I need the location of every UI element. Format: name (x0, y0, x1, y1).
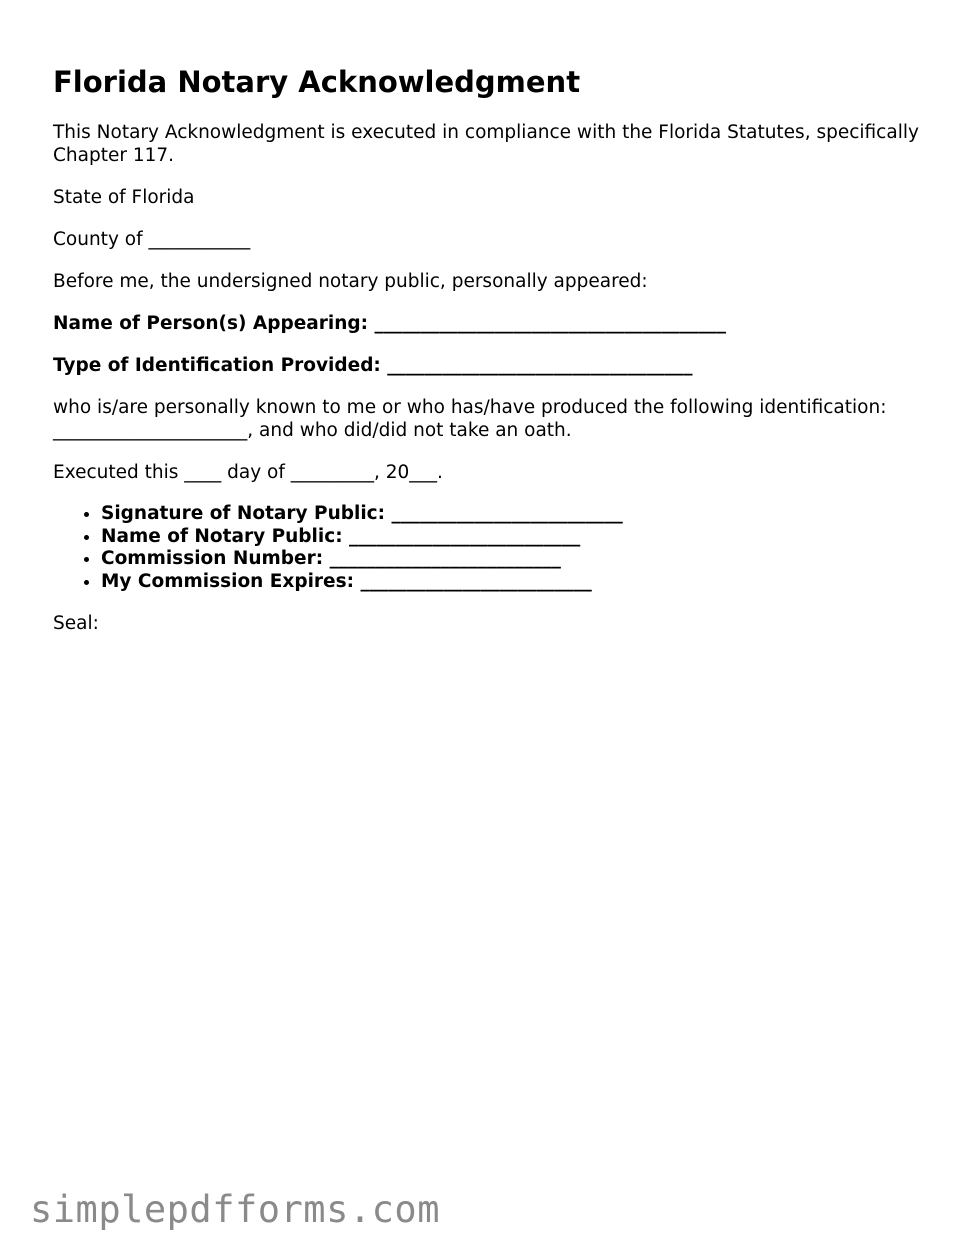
document-title: Florida Notary Acknowledgment (53, 65, 581, 99)
notary-signature-field (101, 503, 933, 526)
known-line-1: who is/are personally known to me or who has/have produced the following identification: (53, 397, 887, 418)
field-label: My Commission Expires: (101, 570, 361, 592)
known-line-2: _____________________, and who did/did not take an oath. (53, 420, 572, 441)
name-appearing-field (53, 312, 933, 335)
id-type-blank[interactable]: _________________________________ (387, 355, 693, 376)
id-type-field (53, 354, 933, 377)
field-label: Signature of Notary Public: (101, 503, 392, 524)
field-label: Commission Number: (101, 548, 330, 569)
seal-label: Seal: (53, 613, 99, 634)
name-appearing-label: Name of Person(s) Appearing: (53, 313, 375, 334)
id-type-label: Type of Identification Provided: (53, 355, 388, 376)
notary-form (53, 62, 933, 654)
state-line: State of Florida (53, 187, 195, 208)
notary-name-field (101, 526, 933, 549)
intro-paragraph: This Notary Acknowledgment is executed in compliance with the Florida Statutes, specifically Chapter 117. (53, 122, 919, 166)
commission-expires-field (101, 571, 933, 594)
name-appearing-blank[interactable]: ______________________________________ (374, 313, 726, 334)
field-blank[interactable]: _________________________ (329, 548, 561, 569)
notary-fields-list (53, 503, 933, 593)
executed-line: Executed this ____ day of _________, 20___. (53, 462, 443, 483)
watermark: simplepdfforms.com (30, 1188, 440, 1231)
field-blank[interactable]: _________________________ (349, 525, 581, 547)
field-label: Name of Notary Public: (101, 525, 350, 547)
field-blank[interactable]: _________________________ (360, 570, 592, 592)
commission-number-field (101, 548, 933, 571)
field-blank[interactable]: _________________________ (391, 503, 623, 524)
identification-paragraph (53, 396, 933, 442)
county-line: County of ___________ (53, 229, 251, 250)
before-me-line: Before me, the undersigned notary public, personally appeared: (53, 271, 648, 292)
